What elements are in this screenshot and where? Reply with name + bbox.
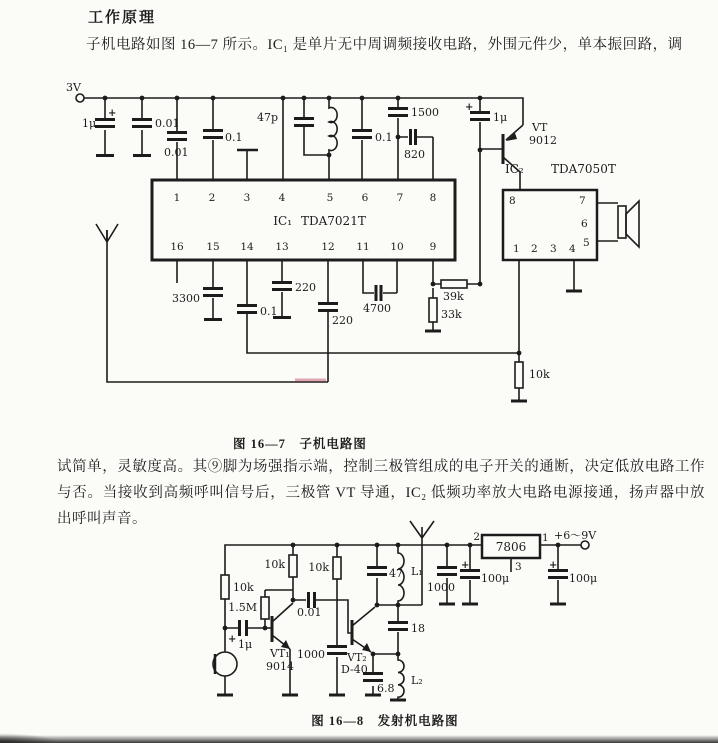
cap-label: 0.01: [297, 606, 322, 619]
ic1-pin: 1: [173, 192, 181, 204]
ic1-pin: 12: [321, 241, 335, 253]
res-label: 39k: [443, 290, 464, 303]
capacitor-3300: [203, 260, 223, 320]
polarity-plus: +: [228, 634, 237, 645]
figure-16-8-circuit: [213, 521, 597, 700]
supply-terminal: [76, 94, 84, 102]
tank-coil: [329, 98, 337, 180]
ic1-name: IC₁: [273, 214, 292, 228]
cap-label: 1500: [411, 106, 439, 119]
ic1-pin: 2: [208, 192, 216, 204]
wires: [107, 150, 519, 382]
cap-label: 220: [332, 314, 353, 327]
regulator-pin: 1: [542, 532, 549, 544]
transistor-label: VT: [532, 121, 548, 134]
cap-label: 0.01: [155, 117, 180, 130]
res-label: 1.5M: [228, 601, 257, 614]
transistor-part: 9012: [529, 134, 557, 147]
capacitor-18: [388, 605, 408, 654]
cap-label: 47: [389, 567, 403, 580]
regulator-pin: 2: [473, 531, 480, 543]
cap-label: 100μ: [481, 572, 510, 585]
polarity-plus: +: [108, 108, 117, 119]
polarity-plus: +: [461, 560, 470, 571]
cap-label: 1μ: [493, 111, 508, 124]
ic1-pin: 14: [240, 241, 254, 253]
paragraph-1: 子机电路如图 16—7 所示。IC₁ 是单片无中周调频接收电路，外围元件少，单本振回路，调: [86, 37, 683, 53]
capacitor-1000b: [437, 545, 457, 604]
cap-label: 1μ: [238, 638, 253, 651]
ic1-pin: 16: [170, 241, 184, 253]
regulator-part: 7806: [495, 540, 527, 554]
figure1-caption: 图 16—7 子机电路图: [233, 437, 367, 451]
ic2-pin: 5: [583, 237, 590, 249]
cap-label: 220: [295, 281, 316, 294]
figure-16-7-circuit: [66, 81, 639, 401]
capacitor-001b: [167, 98, 187, 180]
paragraph-2: 试简单，灵敏度高。其⑨脚为场强指示端，控制三极管组成的电子开关的通断，决定低放电路工作与否。当接收到高频呼叫信号后，三极管 VT 导通，IC₂ 低频功率放大电路电源接通，扬声器中放出呼叫声音。: [57, 459, 705, 527]
antenna-icon: [96, 224, 118, 242]
ic1-pin: 13: [275, 241, 289, 253]
capacitor-01a: [203, 98, 223, 180]
capacitor-01b: [352, 98, 372, 180]
ic1-pin: 8: [429, 192, 437, 204]
speaker-icon: [597, 201, 639, 247]
scan-edge: [0, 735, 718, 743]
cap-label: 1000: [427, 581, 455, 594]
res-label: 10k: [233, 581, 254, 594]
coil-label: L₂: [411, 674, 423, 687]
cap-label: 47p: [257, 111, 279, 124]
ic1-pin: 10: [390, 241, 404, 253]
ic1-pin: 9: [429, 241, 437, 253]
ic2-pin: 2: [531, 243, 538, 255]
resistor-15m: [261, 590, 293, 628]
ic2-pin: 4: [569, 243, 576, 255]
capacitor-100u-a: [460, 545, 480, 604]
ic1-pin: 7: [396, 192, 404, 204]
capacitor-01c: [237, 260, 257, 313]
ic2-pin: 7: [579, 195, 586, 207]
polarity-plus: +: [465, 102, 474, 113]
ic2-pin4-ground: [566, 260, 582, 291]
cap-label: 0.1: [225, 131, 243, 144]
capacitor-47: [367, 545, 387, 605]
ic2-name: IC₂: [505, 162, 524, 176]
ic2-pin: 8: [509, 195, 516, 207]
output-voltage-label: +6～9V: [554, 529, 597, 542]
resistor-39k: [433, 260, 480, 288]
regulator-pin: 3: [515, 561, 522, 573]
transistor-vt-9012: [480, 125, 523, 190]
res-label: 33k: [441, 308, 462, 321]
capacitor-100u-b: [548, 545, 568, 604]
section-heading: 工作原理: [88, 10, 157, 26]
ic2-pin: 1: [513, 243, 520, 255]
transistor-part: D-40: [341, 663, 368, 676]
resistor-10k: [511, 353, 527, 401]
ic1-pin: 11: [356, 241, 370, 253]
cap-label: 0.01: [164, 146, 189, 159]
ic1-pin: 6: [361, 192, 369, 204]
tank-capacitor: [294, 98, 329, 155]
ic1-part: TDA7021T: [301, 214, 366, 228]
capacitor-001a: [132, 98, 152, 156]
output-terminal: [581, 541, 589, 549]
cap-label: 100μ: [569, 572, 598, 585]
resistor-10k-b: [289, 545, 297, 600]
transistor-label: VT₂: [347, 651, 367, 664]
ic1-pin: 4: [278, 192, 286, 204]
cap-label: 0.1: [260, 305, 278, 318]
cap-label: 6.8: [377, 682, 395, 695]
pin3-stub: [237, 150, 258, 180]
cap-label: 0.1: [375, 131, 393, 144]
res-label: 10k: [264, 558, 285, 571]
polarity-plus: +: [549, 560, 558, 571]
ic1-pin: 15: [206, 241, 220, 253]
res-label: 10k: [308, 561, 329, 574]
capacitor-220b: [318, 260, 338, 311]
figure2-caption: 图 16—8 发射机电路图: [311, 714, 459, 728]
supply-label: 3V: [66, 81, 81, 94]
ic2-pin: 6: [581, 218, 588, 230]
resistor-33k: [425, 288, 441, 331]
ic2-part: TDA7050T: [551, 162, 616, 176]
ic1-pin: 5: [326, 192, 334, 204]
ic1-pin: 3: [243, 192, 251, 204]
cap-label: 1μ: [82, 117, 97, 130]
cap-label: 820: [404, 148, 425, 161]
resistor-10k-c: [333, 545, 341, 645]
capacitor-4700: [363, 260, 397, 301]
cap-label: 3300: [172, 292, 200, 305]
transistor-label: VT₁: [270, 647, 290, 660]
ic2-pin: 3: [550, 243, 557, 255]
cap-label: 4700: [363, 302, 391, 315]
cap-label: 18: [411, 622, 425, 635]
coil-label: L₁: [411, 565, 423, 578]
transistor-part: 9014: [266, 660, 294, 673]
res-label: 10k: [529, 368, 550, 381]
capacitor-1u: [95, 98, 115, 156]
cap-label: 1000: [297, 648, 325, 661]
